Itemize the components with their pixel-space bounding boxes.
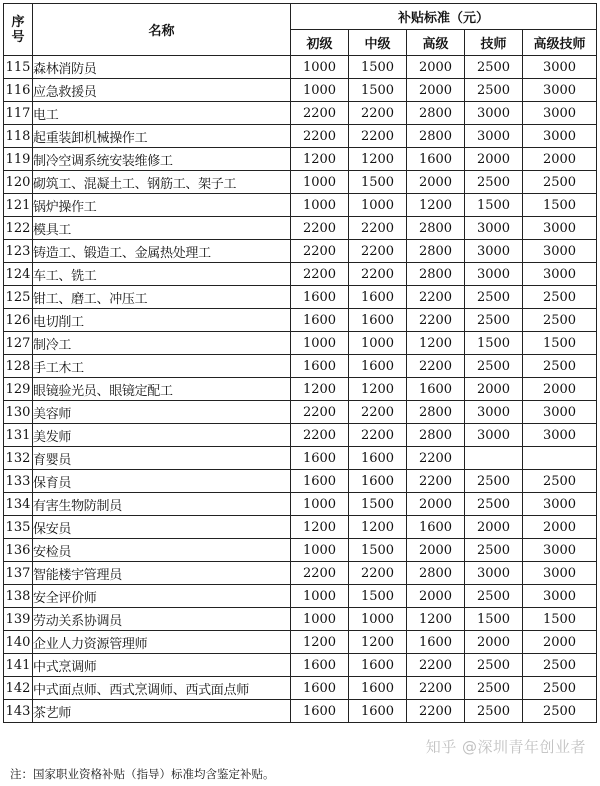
- subsidy-level-1: 1200: [291, 378, 349, 401]
- subsidy-level-1: 2200: [291, 263, 349, 286]
- occupation-name: 育婴员: [33, 447, 291, 470]
- subsidy-level-4: 1500: [465, 332, 523, 355]
- row-number: 140: [4, 631, 33, 654]
- subsidy-level-4: 3000: [465, 102, 523, 125]
- row-number: 121: [4, 194, 33, 217]
- subsidy-level-4: 2500: [465, 585, 523, 608]
- subsidy-level-2: 1500: [349, 79, 407, 102]
- table-row: [4, 332, 597, 355]
- row-number: 133: [4, 470, 33, 493]
- footnote: 注：国家职业资格补贴（指导）标准均含鉴定补贴。: [10, 767, 275, 781]
- row-number: 128: [4, 355, 33, 378]
- table-row: [4, 194, 597, 217]
- row-number: 122: [4, 217, 33, 240]
- table-row: [4, 102, 597, 125]
- occupation-name: 美容师: [33, 401, 291, 424]
- subsidy-table-container: [3, 3, 596, 723]
- row-number: 135: [4, 516, 33, 539]
- subsidy-level-1: 2200: [291, 401, 349, 424]
- subsidy-level-2: 1200: [349, 148, 407, 171]
- row-number: 132: [4, 447, 33, 470]
- subsidy-level-1: 1600: [291, 447, 349, 470]
- subsidy-level-3: 2200: [407, 677, 465, 700]
- table-row: [4, 539, 597, 562]
- subsidy-level-5: 1500: [523, 194, 597, 217]
- row-number: 141: [4, 654, 33, 677]
- subsidy-level-2: 1600: [349, 700, 407, 723]
- table-row: [4, 447, 597, 470]
- subsidy-level-4: 1500: [465, 194, 523, 217]
- header-seq: [4, 4, 33, 56]
- subsidy-level-4: 2500: [465, 171, 523, 194]
- occupation-name: 手工木工: [33, 355, 291, 378]
- subsidy-level-5: 2500: [523, 677, 597, 700]
- table-row: [4, 263, 597, 286]
- subsidy-level-1: 2200: [291, 102, 349, 125]
- subsidy-level-3: 2200: [407, 286, 465, 309]
- subsidy-level-2: 1000: [349, 332, 407, 355]
- subsidy-level-5: 3000: [523, 240, 597, 263]
- subsidy-level-2: 1500: [349, 171, 407, 194]
- table-row: [4, 125, 597, 148]
- table-row: [4, 240, 597, 263]
- table-row: [4, 355, 597, 378]
- occupation-name: 企业人力资源管理师: [33, 631, 291, 654]
- occupation-name: 应急救援员: [33, 79, 291, 102]
- subsidy-level-1: 1200: [291, 516, 349, 539]
- occupation-name: 劳动关系协调员: [33, 608, 291, 631]
- row-number: 139: [4, 608, 33, 631]
- subsidy-level-4: 2500: [465, 355, 523, 378]
- header-name: 名称: [33, 4, 291, 56]
- subsidy-level-3: 2800: [407, 562, 465, 585]
- table-row: [4, 654, 597, 677]
- subsidy-level-3: 2000: [407, 79, 465, 102]
- subsidy-level-3: 2000: [407, 585, 465, 608]
- header-subsidy: 补贴标准（元）: [291, 4, 597, 30]
- subsidy-level-5: 2500: [523, 171, 597, 194]
- table-row: [4, 217, 597, 240]
- subsidy-level-4: 2000: [465, 378, 523, 401]
- table-row: [4, 309, 597, 332]
- subsidy-level-5: 1500: [523, 332, 597, 355]
- subsidy-level-2: 2200: [349, 424, 407, 447]
- subsidy-level-1: 1000: [291, 56, 349, 79]
- occupation-name: 智能楼宇管理员: [33, 562, 291, 585]
- subsidy-level-3: 2800: [407, 424, 465, 447]
- subsidy-level-4: 2500: [465, 700, 523, 723]
- subsidy-level-2: 2200: [349, 562, 407, 585]
- subsidy-level-3: 2800: [407, 217, 465, 240]
- table-row: [4, 286, 597, 309]
- subsidy-level-5: 3000: [523, 424, 597, 447]
- table-body: [4, 56, 597, 723]
- occupation-name: 钳工、磨工、冲压工: [33, 286, 291, 309]
- subsidy-level-4: 3000: [465, 240, 523, 263]
- subsidy-level-4: 2000: [465, 516, 523, 539]
- subsidy-level-2: 1500: [349, 56, 407, 79]
- subsidy-level-2: 1600: [349, 286, 407, 309]
- subsidy-level-1: 2200: [291, 125, 349, 148]
- subsidy-level-5: 3000: [523, 562, 597, 585]
- subsidy-level-4: 2500: [465, 470, 523, 493]
- occupation-name: 中式面点师、西式烹调师、西式面点师: [33, 677, 291, 700]
- row-number: 126: [4, 309, 33, 332]
- subsidy-level-4: 3000: [465, 263, 523, 286]
- subsidy-level-5: 3000: [523, 79, 597, 102]
- subsidy-level-2: 1600: [349, 355, 407, 378]
- subsidy-level-4: 3000: [465, 401, 523, 424]
- occupation-name: 森林消防员: [33, 56, 291, 79]
- occupation-name: 安检员: [33, 539, 291, 562]
- table-row: [4, 585, 597, 608]
- subsidy-level-1: 1600: [291, 286, 349, 309]
- subsidy-level-2: 1600: [349, 309, 407, 332]
- subsidy-level-3: 2800: [407, 263, 465, 286]
- subsidy-level-1: 1000: [291, 171, 349, 194]
- subsidy-level-1: 1000: [291, 539, 349, 562]
- subsidy-level-3: 2800: [407, 401, 465, 424]
- subsidy-level-4: 1500: [465, 608, 523, 631]
- subsidy-level-1: 1600: [291, 355, 349, 378]
- subsidy-level-2: 2200: [349, 401, 407, 424]
- row-number: 142: [4, 677, 33, 700]
- subsidy-level-5: 3000: [523, 539, 597, 562]
- subsidy-level-3: 2800: [407, 240, 465, 263]
- row-number: 118: [4, 125, 33, 148]
- row-number: 116: [4, 79, 33, 102]
- subsidy-level-2: 1600: [349, 470, 407, 493]
- subsidy-level-4: 2500: [465, 56, 523, 79]
- subsidy-level-4: 3000: [465, 424, 523, 447]
- subsidy-level-5: 2000: [523, 378, 597, 401]
- row-number: 136: [4, 539, 33, 562]
- subsidy-level-3: 2200: [407, 309, 465, 332]
- subsidy-level-3: 2800: [407, 102, 465, 125]
- watermark: 知乎 @深圳青年创业者: [425, 738, 586, 756]
- occupation-name: 保安员: [33, 516, 291, 539]
- subsidy-level-1: 2200: [291, 240, 349, 263]
- subsidy-level-1: 1600: [291, 700, 349, 723]
- subsidy-level-2: 2200: [349, 102, 407, 125]
- subsidy-level-5: 2500: [523, 286, 597, 309]
- row-number: 138: [4, 585, 33, 608]
- header-level-3: 高级: [407, 30, 465, 56]
- subsidy-level-3: 1200: [407, 608, 465, 631]
- subsidy-level-2: 2200: [349, 217, 407, 240]
- subsidy-level-4: 2500: [465, 493, 523, 516]
- subsidy-level-2: 1200: [349, 378, 407, 401]
- header-seq-label: 序号: [11, 14, 25, 45]
- subsidy-level-1: 1200: [291, 631, 349, 654]
- row-number: 130: [4, 401, 33, 424]
- subsidy-level-1: 2200: [291, 424, 349, 447]
- subsidy-level-2: 1500: [349, 493, 407, 516]
- subsidy-level-2: 1600: [349, 447, 407, 470]
- occupation-name: 中式烹调师: [33, 654, 291, 677]
- occupation-name: 铸造工、锻造工、金属热处理工: [33, 240, 291, 263]
- subsidy-level-1: 1600: [291, 654, 349, 677]
- subsidy-level-5: [523, 447, 597, 470]
- occupation-name: 制冷空调系统安装维修工: [33, 148, 291, 171]
- occupation-name: 安全评价师: [33, 585, 291, 608]
- subsidy-level-5: 2500: [523, 700, 597, 723]
- subsidy-level-4: 2500: [465, 654, 523, 677]
- subsidy-level-3: 2000: [407, 539, 465, 562]
- subsidy-level-4: 2500: [465, 79, 523, 102]
- table-row: [4, 148, 597, 171]
- occupation-name: 车工、铣工: [33, 263, 291, 286]
- subsidy-level-3: 1600: [407, 148, 465, 171]
- subsidy-level-5: 2000: [523, 148, 597, 171]
- subsidy-level-3: 2200: [407, 700, 465, 723]
- subsidy-level-1: 2200: [291, 217, 349, 240]
- subsidy-level-2: 1600: [349, 677, 407, 700]
- subsidy-level-3: 1200: [407, 332, 465, 355]
- table-row: [4, 424, 597, 447]
- row-number: 119: [4, 148, 33, 171]
- occupation-name: 保育员: [33, 470, 291, 493]
- subsidy-level-4: [465, 447, 523, 470]
- row-number: 137: [4, 562, 33, 585]
- occupation-name: 锅炉操作工: [33, 194, 291, 217]
- subsidy-level-2: 1500: [349, 539, 407, 562]
- subsidy-level-1: 1000: [291, 194, 349, 217]
- subsidy-level-2: 1000: [349, 194, 407, 217]
- table-row: [4, 378, 597, 401]
- subsidy-level-4: 3000: [465, 125, 523, 148]
- subsidy-level-3: 2200: [407, 654, 465, 677]
- subsidy-table: [3, 3, 597, 723]
- table-row: [4, 677, 597, 700]
- subsidy-level-3: 1600: [407, 378, 465, 401]
- subsidy-level-5: 2000: [523, 631, 597, 654]
- occupation-name: 眼镜验光员、眼镜定配工: [33, 378, 291, 401]
- occupation-name: 有害生物防制员: [33, 493, 291, 516]
- subsidy-level-5: 3000: [523, 263, 597, 286]
- subsidy-level-3: 2800: [407, 125, 465, 148]
- row-number: 124: [4, 263, 33, 286]
- subsidy-level-3: 2200: [407, 355, 465, 378]
- row-number: 120: [4, 171, 33, 194]
- subsidy-level-3: 2000: [407, 171, 465, 194]
- subsidy-level-3: 1600: [407, 631, 465, 654]
- table-row: [4, 493, 597, 516]
- subsidy-level-4: 2500: [465, 539, 523, 562]
- subsidy-level-5: 2500: [523, 654, 597, 677]
- table-row: [4, 516, 597, 539]
- subsidy-level-5: 3000: [523, 585, 597, 608]
- subsidy-level-2: 2200: [349, 240, 407, 263]
- occupation-name: 电工: [33, 102, 291, 125]
- subsidy-level-2: 1000: [349, 608, 407, 631]
- subsidy-level-1: 1000: [291, 79, 349, 102]
- subsidy-level-5: 2000: [523, 516, 597, 539]
- header-level-2: 中级: [349, 30, 407, 56]
- subsidy-level-1: 1600: [291, 677, 349, 700]
- row-number: 117: [4, 102, 33, 125]
- subsidy-level-5: 3000: [523, 125, 597, 148]
- subsidy-level-5: 2500: [523, 355, 597, 378]
- subsidy-level-1: 1000: [291, 332, 349, 355]
- table-row: [4, 700, 597, 723]
- table-row: [4, 470, 597, 493]
- header-level-5: 高级技师: [523, 30, 597, 56]
- occupation-name: 茶艺师: [33, 700, 291, 723]
- subsidy-level-2: 1500: [349, 585, 407, 608]
- subsidy-level-5: 3000: [523, 102, 597, 125]
- subsidy-level-5: 3000: [523, 493, 597, 516]
- header-level-4: 技师: [465, 30, 523, 56]
- occupation-name: 模具工: [33, 217, 291, 240]
- subsidy-level-1: 1600: [291, 470, 349, 493]
- subsidy-level-4: 2000: [465, 148, 523, 171]
- subsidy-level-3: 2000: [407, 56, 465, 79]
- subsidy-level-4: 2500: [465, 286, 523, 309]
- subsidy-level-1: 1000: [291, 585, 349, 608]
- subsidy-level-1: 2200: [291, 562, 349, 585]
- occupation-name: 电切削工: [33, 309, 291, 332]
- subsidy-level-1: 1000: [291, 608, 349, 631]
- subsidy-level-4: 2500: [465, 677, 523, 700]
- subsidy-level-3: 2000: [407, 493, 465, 516]
- subsidy-level-2: 1600: [349, 654, 407, 677]
- table-row: [4, 631, 597, 654]
- row-number: 129: [4, 378, 33, 401]
- subsidy-level-5: 1500: [523, 608, 597, 631]
- subsidy-level-5: 2500: [523, 470, 597, 493]
- row-number: 134: [4, 493, 33, 516]
- occupation-name: 起重装卸机械操作工: [33, 125, 291, 148]
- subsidy-level-1: 1600: [291, 309, 349, 332]
- table-row: [4, 171, 597, 194]
- subsidy-level-2: 2200: [349, 125, 407, 148]
- subsidy-level-1: 1000: [291, 493, 349, 516]
- subsidy-level-1: 1200: [291, 148, 349, 171]
- table-row: [4, 56, 597, 79]
- occupation-name: 砌筑工、混凝土工、钢筋工、架子工: [33, 171, 291, 194]
- header-level-1: 初级: [291, 30, 349, 56]
- subsidy-level-4: 3000: [465, 562, 523, 585]
- subsidy-level-5: 2500: [523, 309, 597, 332]
- row-number: 115: [4, 56, 33, 79]
- row-number: 143: [4, 700, 33, 723]
- subsidy-level-2: 1200: [349, 516, 407, 539]
- subsidy-level-3: 1200: [407, 194, 465, 217]
- subsidy-level-4: 3000: [465, 217, 523, 240]
- table-row: [4, 608, 597, 631]
- row-number: 131: [4, 424, 33, 447]
- subsidy-level-2: 2200: [349, 263, 407, 286]
- subsidy-level-4: 2500: [465, 309, 523, 332]
- row-number: 123: [4, 240, 33, 263]
- subsidy-level-5: 3000: [523, 401, 597, 424]
- occupation-name: 制冷工: [33, 332, 291, 355]
- row-number: 127: [4, 332, 33, 355]
- table-row: [4, 79, 597, 102]
- row-number: 125: [4, 286, 33, 309]
- occupation-name: 美发师: [33, 424, 291, 447]
- subsidy-level-3: 1600: [407, 516, 465, 539]
- table-row: [4, 562, 597, 585]
- subsidy-level-2: 1200: [349, 631, 407, 654]
- table-row: [4, 401, 597, 424]
- subsidy-level-3: 2200: [407, 447, 465, 470]
- subsidy-level-3: 2200: [407, 470, 465, 493]
- subsidy-level-5: 3000: [523, 56, 597, 79]
- subsidy-level-5: 3000: [523, 217, 597, 240]
- subsidy-level-4: 2000: [465, 631, 523, 654]
